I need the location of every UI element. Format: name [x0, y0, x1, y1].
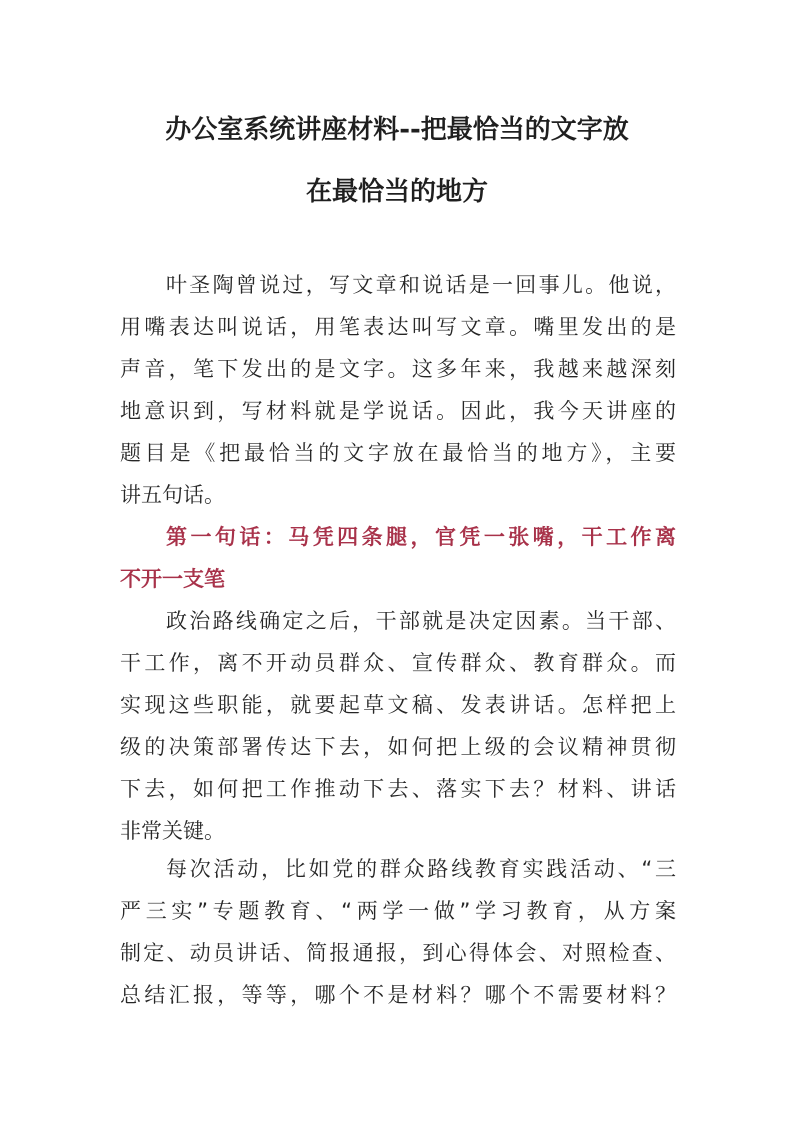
paragraph-line: 非常关键。: [120, 819, 225, 843]
paragraph-line: 总结汇报，等等，哪个不是材料？哪个不需要材料？: [120, 983, 676, 1007]
paragraph-line: 干工作，离不开动员群众、宣传群众、教育群众。而: [120, 651, 676, 675]
heading-line: 第一句话：马凭四条腿，官凭一张嘴，干工作离: [166, 525, 676, 549]
heading-line: 不开一支笔: [120, 567, 225, 591]
paragraph-line: 制定、动员讲话、简报通报，到心得体会、对照检查、: [120, 941, 676, 965]
paragraph-line: 题目是《把最恰当的文字放在最恰当的地方》，主要: [120, 441, 676, 465]
paragraph-line: 叶圣陶曾说过，写文章和说话是一回事儿。他说，: [166, 273, 676, 297]
paragraph-line: 下去，如何把工作推动下去、落实下去？材料、讲话: [120, 777, 676, 801]
paragraph-line: 实现这些职能，就要起草文稿、发表讲话。怎样把上: [120, 693, 676, 717]
paragraph-line: 级的决策部署传达下去，如何把上级的会议精神贯彻: [120, 735, 676, 759]
paragraph-line: 严三实”专题教育、“两学一做”学习教育，从方案: [120, 899, 676, 923]
paragraph-line: 讲五句话。: [120, 483, 225, 507]
paragraph-line: 声音，笔下发出的是文字。这多年来，我越来越深刻: [120, 357, 676, 381]
document-title-line-2: 在最恰当的地方: [305, 177, 488, 207]
paragraph-line: 每次活动，比如党的群众路线教育实践活动、“三: [166, 857, 676, 881]
paragraph-line: 用嘴表达叫说话，用笔表达叫写文章。嘴里发出的是: [120, 315, 676, 339]
document-title-line-1: 办公室系统讲座材料--把最恰当的文字放: [165, 115, 629, 145]
paragraph-line: 地意识到，写材料就是学说话。因此，我今天讲座的: [120, 399, 676, 423]
paragraph-line: 政治路线确定之后，干部就是决定因素。当干部、: [166, 609, 676, 633]
